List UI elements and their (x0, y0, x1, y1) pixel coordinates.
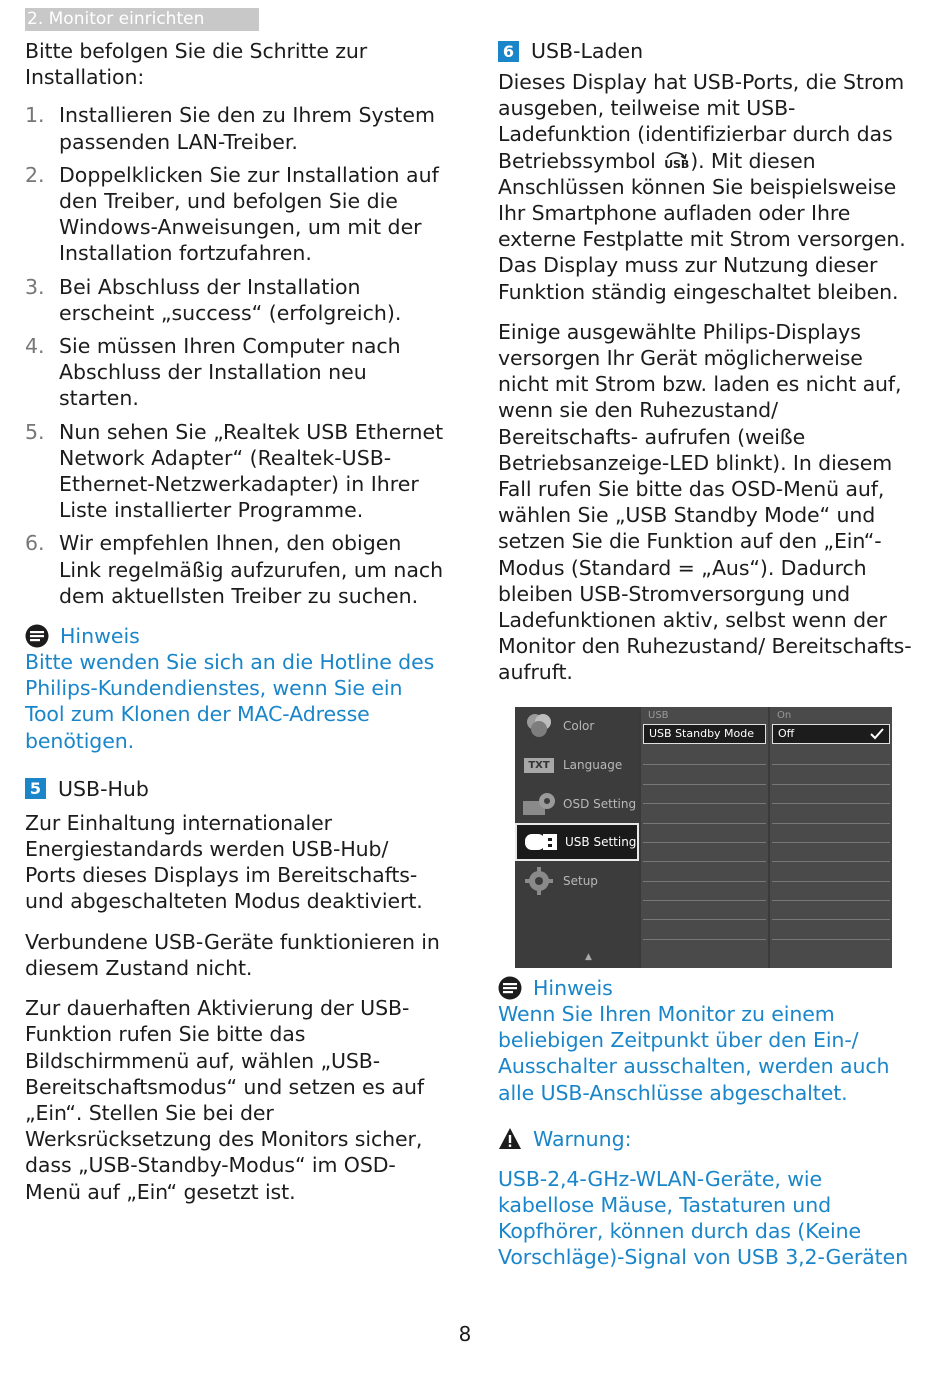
left-column (25, 38, 445, 1205)
osd-submenu (641, 707, 768, 968)
usb-hub-paragraph: Zur dauerhaften Aktivierung der USB-Funktion rufen Sie bitte das Bildschirmmenü auf, wählen „USB-Bereitschaftsmodus“ und setzen es auf „Ein“. Stellen Sie bei der Werksrücksetzung des Monitors sicher, dass „USB-Standby-Modus“ im OSD-Menü auf „Ein“ gesetzt ist. (25, 996, 425, 1204)
usb-charge-heading (498, 38, 918, 64)
note-text: Bitte wenden Sie sich an die Hotline des Philips-Kundendienstes, wenn Sie ein Tool zum Klonen der MAC-Adresse benötigen. (25, 650, 435, 753)
osd-menu-item-setup: Setup (515, 862, 639, 900)
warning-icon (498, 1127, 522, 1151)
osd-value-off: Off (772, 724, 890, 744)
txt-icon: TXT (521, 750, 557, 780)
intro-text: Bitte befolgen Sie die Schritte zur Installation: (25, 39, 368, 90)
note-heading (25, 623, 445, 649)
osd-main-menu (515, 707, 639, 968)
list-item: 3. Bei Abschluss der Installation erscheint „success“ (erfolgreich). (25, 274, 402, 325)
note-heading (498, 975, 918, 1001)
usb-hub-paragraph: Zur Einhaltung internationaler Energiestandards werden USB-Hub/ Ports dieses Displays im Bereitschafts- und abgeschalteten Modus deaktiviert. (25, 810, 423, 914)
warning-heading (498, 1126, 918, 1152)
section-title: 2. Monitor einrichten (25, 8, 259, 31)
osd-value-header: On (777, 710, 792, 721)
right-column (498, 38, 918, 686)
right-column-lower (498, 975, 918, 1271)
scroll-up-arrow-icon: ▲ (585, 952, 592, 962)
color-icon (521, 711, 557, 741)
osd-value-column (770, 707, 892, 968)
usb-charge-title: USB-Laden (531, 39, 644, 63)
usb-hub-title: USB-Hub (58, 776, 149, 801)
list-item: 5. Nun sehen Sie „Realtek USB Ethernet Network Adapter“ (Realtek-USB-Ethernet-Netzwerkadapter) in Ihrer Liste installierter Programme. (25, 419, 444, 523)
osd-menu-item-usb-setting: USB Setting (515, 823, 639, 861)
osd-menu-item-language: TXT Language (515, 746, 639, 784)
note-text: Wenn Sie Ihren Monitor zu einem beliebigen Zeitpunkt über den Ein-/ Ausschalter ausschalten, werden auch alle USB-Anschlüsse abgeschaltet. (498, 1002, 890, 1105)
osd-menu-item-color: Color (515, 707, 639, 745)
osd-menu-screenshot (515, 707, 892, 968)
section-number-badge: 6 (498, 41, 519, 62)
osd-menu-item-osd-setting: OSD Setting (515, 785, 639, 823)
osd-submenu-header: USB (648, 710, 669, 721)
usb-plug-icon (523, 827, 559, 857)
usb-hub-paragraph: Verbundene USB-Geräte funktionieren in diesem Zustand nicht. (25, 929, 440, 980)
checkmark-icon (870, 728, 884, 740)
warning-title: Warnung: (533, 1126, 632, 1151)
note-icon (25, 624, 49, 648)
usb-charge-paragraph: Dieses Display hat USB-Ports, die Strom ausgeben, teilweise mit USB-Ladefunktion (identifizierbar durch das Betriebssymbol USB ). Mit diesen Anschlüssen können Sie beispielsweise Ihr Smartphone aufladen oder Ihre externe Festplatte mit Strom versorgen. Das Display muss zur Nutzung dieser Funktion ständig eingeschaltet bleiben. (498, 70, 906, 304)
usb-charge-paragraph: Einige ausgewählte Philips-Displays versorgen Ihr Gerät möglicherweise nicht mit Strom bzw. laden es nicht auf, wenn sie den Ruhezustand/ Bereitschafts- aufrufen (weiße Betriebsanzeige-LED blinkt). In diesem Fall rufen Sie bitte das OSD-Menü auf, wählen Sie „USB Standby Mode“ und setzen Sie die Funktion auf den „Ein“-Modus (Standard = „Aus“). Dadurch bleiben USB-Stromversorgung und Ladefunktionen aktiv, selbst wenn der Monitor den Ruhezustand/ Bereitschafts- aufruft. (498, 319, 912, 685)
usb-charge-symbol-icon: USB (662, 150, 690, 172)
usb-hub-heading (25, 776, 445, 802)
list-item: 2. Doppelklicken Sie zur Installation auf den Treiber, und befolgen Sie die Windows-Anweisungen, um mit der Installation fortzufahren. (25, 162, 439, 266)
gear-icon (521, 866, 557, 896)
page-number: 8 (458, 1322, 472, 1346)
gear-icon (521, 789, 557, 819)
section-number-badge: 5 (25, 778, 46, 799)
osd-usb-standby-mode: USB Standby Mode (643, 724, 766, 744)
list-item: 4. Sie müssen Ihren Computer nach Abschluss der Installation neu starten. (25, 334, 401, 411)
warning-text: USB-2,4-GHz-WLAN-Geräte, wie kabellose Mäuse, Tastaturen und Kopfhörer, können durch das (Keine Vorschläge)-Signal von USB 3,2-Geräten (498, 1166, 908, 1270)
note-icon (498, 976, 522, 1000)
install-steps (25, 102, 445, 609)
note-title: Hinweis (533, 976, 613, 1000)
list-item: 6. Wir empfehlen Ihnen, den obigen Link regelmäßig aufzurufen, um nach dem aktuellsten Treiber zu suchen. (25, 531, 444, 608)
note-title: Hinweis (60, 624, 140, 649)
list-item: 1. Installieren Sie den zu Ihrem System passenden LAN-Treiber. (25, 103, 435, 154)
